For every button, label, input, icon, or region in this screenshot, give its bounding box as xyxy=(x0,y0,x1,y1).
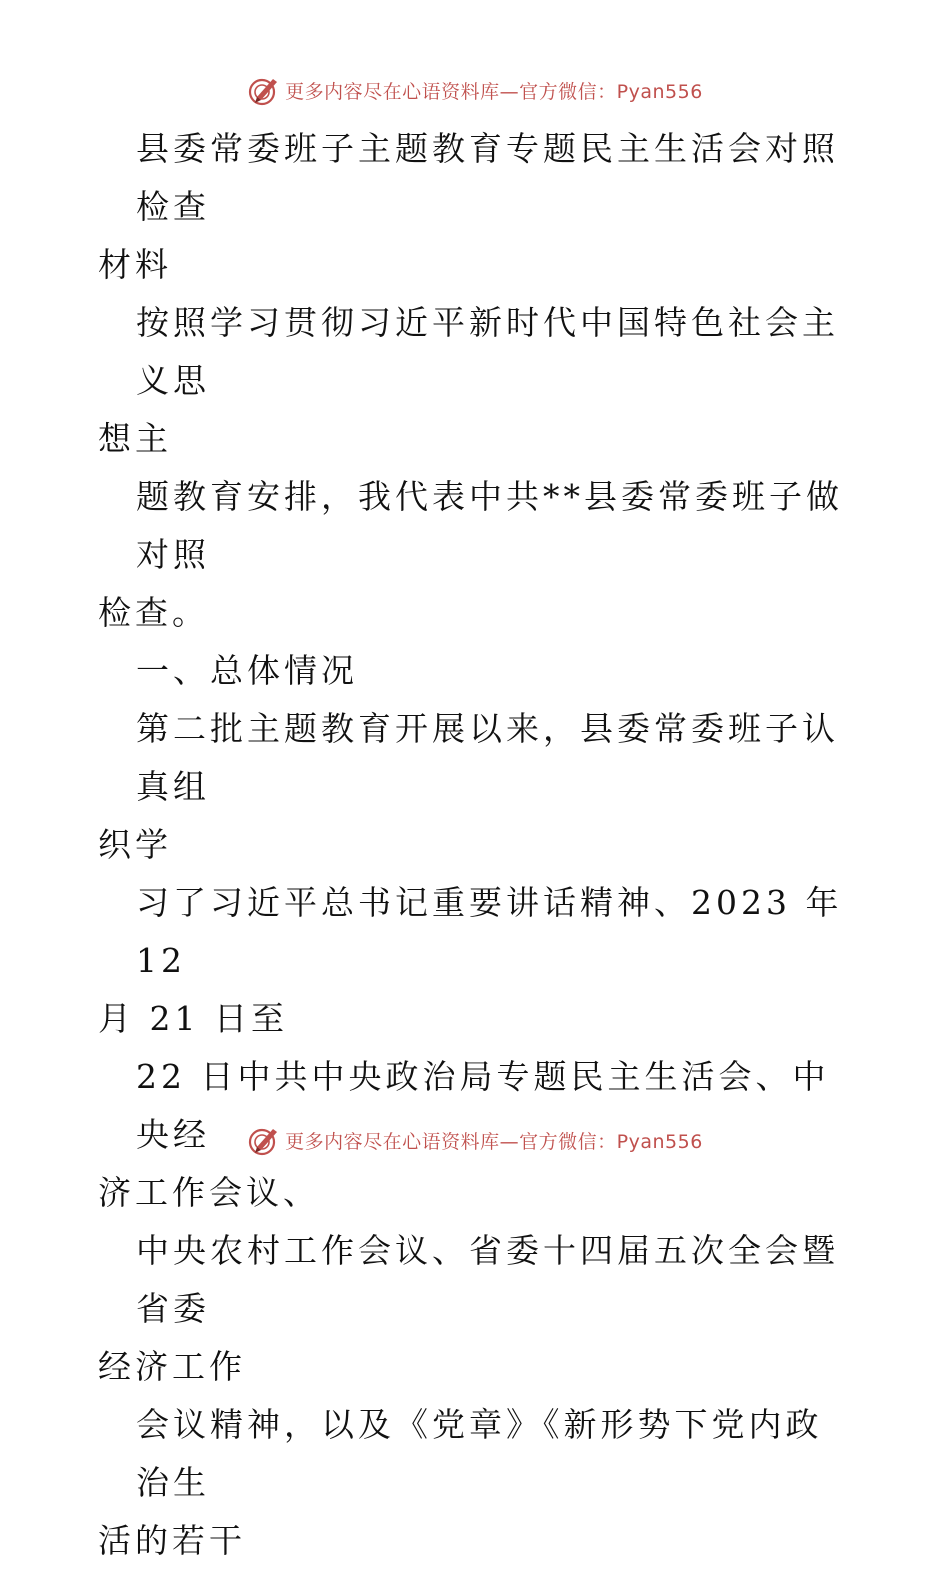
section-heading: 一、总体情况 xyxy=(136,651,358,690)
text-line: 材料 xyxy=(98,245,172,284)
pen-logo-icon xyxy=(247,73,281,107)
text-line: 题教育安排，我代表中共**县委常委班子做对照 xyxy=(136,477,843,574)
text-line: 经济工作 xyxy=(98,1347,246,1386)
document-body xyxy=(98,120,858,1570)
pen-logo-icon xyxy=(247,1123,281,1157)
watermark-text: 更多内容尽在心语资料库—官方微信：Pyan556 xyxy=(285,1130,703,1153)
text-line: 中央农村工作会议、省委十四届五次全会暨省委 xyxy=(136,1231,839,1328)
footer-watermark xyxy=(0,1120,950,1160)
text-line: 月 21 日至 xyxy=(98,999,288,1038)
text-line: 想主 xyxy=(98,419,172,458)
text-line: 织学 xyxy=(98,825,172,864)
text-line: 济工作会议、 xyxy=(98,1173,320,1212)
text-line: 习了习近平总书记重要讲话精神、2023 年 12 xyxy=(136,883,843,980)
text-line: 按照学习贯彻习近平新时代中国特色社会主义思 xyxy=(136,303,839,400)
text-line: 检查。 xyxy=(98,593,209,632)
text-line: 22 日中共中央政治局专题民主生活会、中央经 xyxy=(136,1057,830,1154)
watermark-text: 更多内容尽在心语资料库—官方微信：Pyan556 xyxy=(285,80,703,103)
text-line: 县委常委班子主题教育专题民主生活会对照检查 xyxy=(136,129,839,226)
text-line: 会议精神，以及《党章》《新形势下党内政治生 xyxy=(136,1405,823,1502)
text-line: 活的若干 xyxy=(98,1521,246,1560)
header-watermark xyxy=(0,70,950,110)
text-line: 第二批主题教育开展以来，县委常委班子认真组 xyxy=(136,709,839,806)
